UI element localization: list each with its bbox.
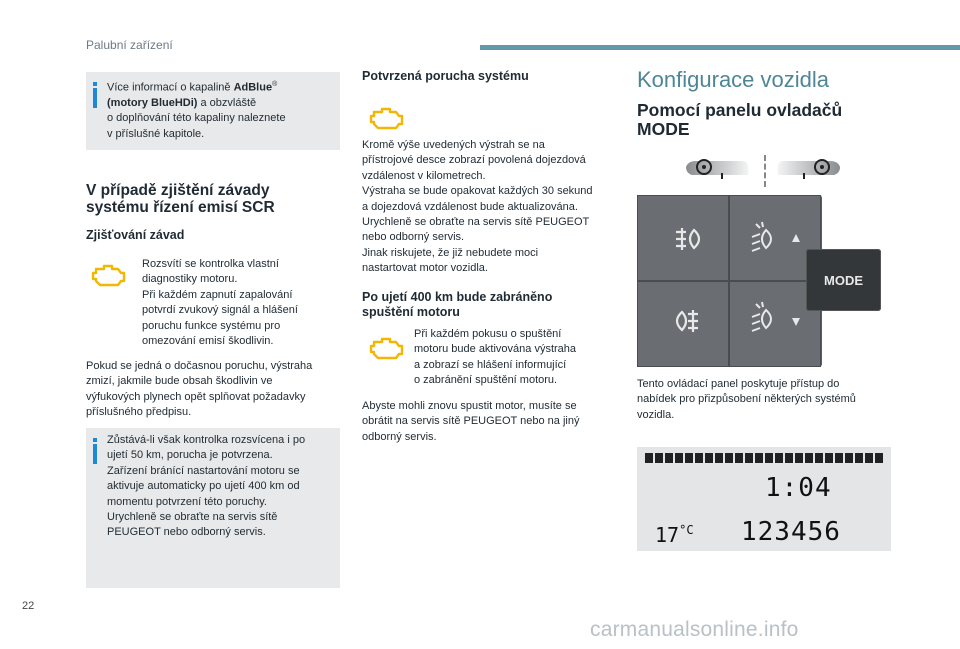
rear-fog-lamp-key[interactable] <box>637 195 729 281</box>
lcd-time: 1:04 <box>765 473 832 503</box>
header-accent-bar <box>480 45 960 50</box>
heading-confirmed-fault: Potvrzená porucha systému <box>362 69 529 83</box>
temporary-fault-text: Pokud se jedná o dočasnou poruchu, výstraha zmizí, jakmile bude obsah škodlivin ve výfukových plynech opět splňovat požadavky příslušného předpisu. <box>86 360 313 419</box>
front-fog-lamp-icon <box>638 282 730 368</box>
mode-button[interactable]: MODE <box>806 249 881 311</box>
panel-caption: Tento ovládací panel poskytuje přístup do nabídek pro přizpůsobení některých systémů vozidla. <box>637 378 856 421</box>
after-400km-text: Při každém pokusu o spuštění motoru bude aktivována výstraha a zobrazí se hlášení informující o zabránění spuštění motoru. <box>414 328 577 387</box>
control-panel <box>637 195 822 367</box>
engine-warning-icon <box>366 336 406 367</box>
engine-warning-icon <box>366 106 406 137</box>
page-number: 22 <box>22 600 35 612</box>
right-hand-drive-icon <box>776 155 840 188</box>
header-title: Palubní zařízení <box>86 38 173 52</box>
info-icon <box>93 88 97 108</box>
front-fog-lamp-key[interactable] <box>637 281 729 367</box>
info-adblue-text: Více informací o kapalině AdBlue® (motory BlueHDi) a obzvláště o doplňování této kapaliny naleznete v příslušné kapitole. <box>107 81 286 140</box>
info-confirmed-text: Zůstává-li však kontrolka rozsvícena i po ujetí 50 km, porucha je potvrzena. Zařízení bránící nastartování motoru se aktivuje automaticky po ujetí 400 km od momentu potvrzení této poruchy. Urychleně se obraťte na servis sítě PEUGEOT nebo odborný servis. <box>107 434 306 539</box>
info-icon <box>93 444 97 464</box>
heading-scr-fault: V případě zjištění závady systému řízení emisí SCR <box>86 182 275 216</box>
heading-fault-detection: Zjišťování závad <box>86 228 185 242</box>
section-subtitle: Pomocí panelu ovladačů MODE <box>637 100 843 139</box>
watermark: carmanualsonline.info <box>590 618 799 641</box>
section-title: Konfigurace vozidla <box>637 67 830 92</box>
restart-text: Abyste mohli znovu spustit motor, musíte se obrátit na servis sítě PEUGEOT nebo na jiný odborný servis. <box>362 400 580 443</box>
rear-fog-lamp-icon <box>638 196 730 282</box>
detect-text: Rozsvítí se kontrolka vlastní diagnostiky motoru. Při každém zapnutí zapalování potvrdí zvukový signál a hlášení poruchu funkce systému pro omezování emisí škodlivin. <box>142 258 298 348</box>
lcd-dot-matrix-row <box>645 453 883 463</box>
info-box-adblue <box>86 72 340 150</box>
left-hand-drive-icon <box>686 155 750 188</box>
info-box-confirmed-fault <box>86 428 340 588</box>
lcd-display <box>637 447 891 551</box>
heading-after-400km: Po ujetí 400 km bude zabráněno spuštění motoru <box>362 290 553 319</box>
engine-warning-icon <box>88 263 128 294</box>
lcd-odometer: 123456 <box>741 517 841 547</box>
confirmed-text: Kromě výše uvedených výstrah se na přístrojové desce zobrazí povolená dojezdová vzdálenost v kilometrech. Výstraha se bude opakovat každých 30 sekund a dojezdová vzdálenost bude aktualizována. Urychleně se obraťte na servis sítě PEUGEOT nebo odborný servis. Jinak riskujete, že již nebudete moci nastartovat motor vozidla. <box>362 139 593 275</box>
divider-dashed <box>764 155 766 187</box>
lcd-temperature: $17^{^\circ C}$ <box>655 523 694 547</box>
